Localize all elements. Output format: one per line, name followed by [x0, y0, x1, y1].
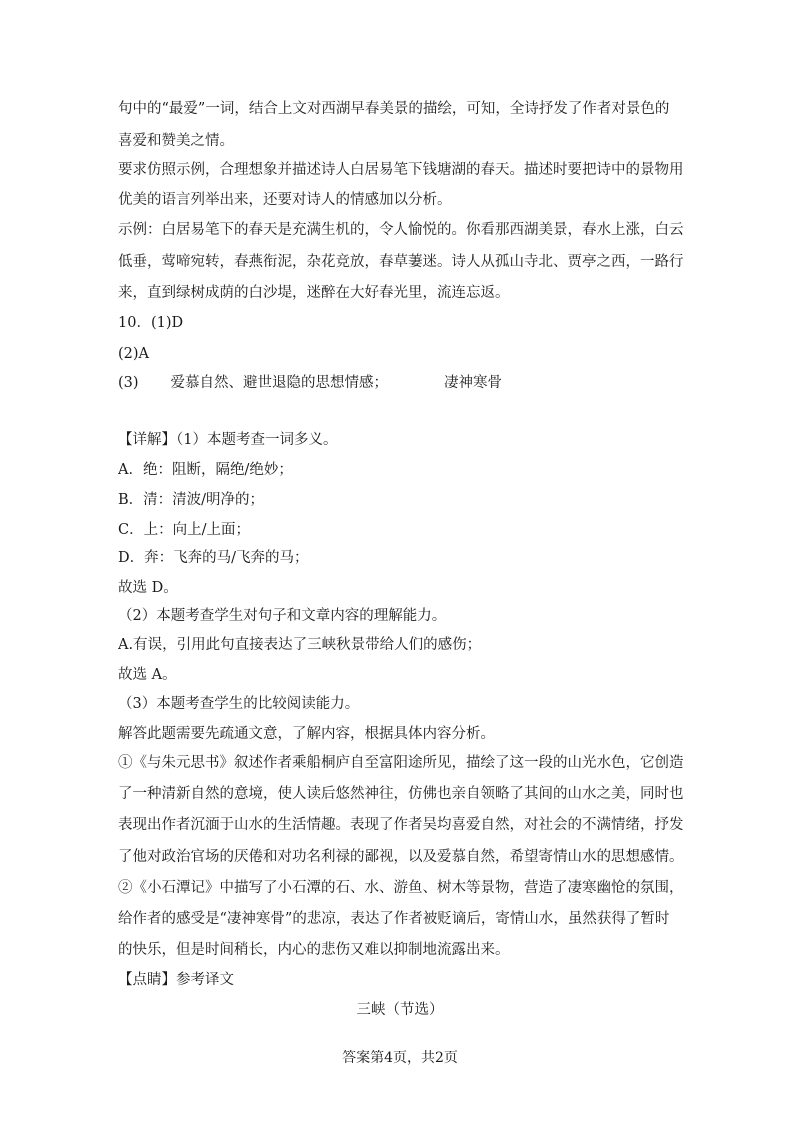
text-line: B．清：清波/明净的；: [118, 492, 265, 508]
section-subtitle: 三峡（节选）: [356, 1002, 444, 1018]
text-line: ②《小石潭记》中描写了小石潭的石、水、游鱼、树木等景物，营造了凄寒幽怆的氛围，: [118, 880, 684, 896]
text-line: C．上：向上/上面；: [118, 522, 250, 538]
text-line: D．奔：飞奔的马/飞奔的马；: [118, 550, 309, 566]
text-line: 了一种清新自然的意境，使人读后悠然神往，仿佛也亲自领略了其间的山水之美，同时也: [118, 786, 684, 802]
text-line: 故选 A。: [118, 667, 177, 683]
answer-line-3: [118, 373, 688, 393]
text-line: 解答此题需要先疏通文意，了解内容，根据具体内容分析。: [118, 726, 495, 742]
answer-part-2: 凄神寒骨: [444, 375, 503, 391]
text-line: A．绝：阻断，隔绝/绝妙；: [118, 462, 293, 478]
note-heading: 【点睛】参考译文: [118, 972, 234, 988]
text-line: 示例：白居易笔下的春天是充满生机的，令人愉悦的。你看那西湖美景，春水上涨，白云: [118, 222, 684, 238]
text-line: 故选 D。: [118, 580, 178, 596]
text-line: 句中的“最爱”一词，结合上文对西湖早春美景的描绘，可知，全诗抒发了作者对景色的: [118, 101, 670, 117]
answer-part-1: 爱慕自然、避世退隐的思想情感；: [170, 375, 389, 391]
text-line: 喜爱和赞美之情。: [118, 133, 234, 149]
text-line: 优美的语言列举出来，还要对诗人的情感加以分析。: [118, 192, 452, 208]
text-line: （2）本题考查学生对句子和文章内容的理解能力。: [118, 608, 447, 624]
text-line: 了他对政治官场的厌倦和对功名利禄的鄙视，以及爱慕自然，希望寄情山水的思想感情。: [118, 849, 684, 865]
text-line: 给作者的感受是“凄神寒骨”的悲凉，表达了作者被贬谪后，寄情山水，虽然获得了暂时: [118, 911, 670, 927]
text-line: A.有误，引用此句直接表达了三峡秋景带给人们的感伤；: [118, 637, 482, 653]
answer-line: 10．(1)D: [118, 315, 184, 331]
detail-heading: 【详解】（1）本题考查一词多义。: [118, 432, 338, 448]
text-line: 低垂，莺啼宛转，春燕衔泥，杂花竞放，春草萋迷。诗人从孤山寺北、贾亭之西，一路行: [118, 254, 684, 270]
text-line: 要求仿照示例，合理想象并描述诗人白居易笔下钱塘湖的春天。描述时要把诗中的景物用: [118, 162, 684, 178]
text-line: 表现出作者沉湎于山水的生活情趣。表现了作者吴均喜爱自然，对社会的不满情绪，抒发: [118, 817, 684, 833]
text-line: （3）本题考查学生的比较阅读能力。: [118, 696, 360, 712]
answer-number: (3): [118, 375, 139, 391]
answer-line: (2)A: [118, 346, 150, 362]
text-line: 来，直到绿树成荫的白沙堤，迷醉在大好春光里，流连忘返。: [118, 285, 510, 301]
page-footer: 答案第4页，共2页: [342, 1050, 458, 1066]
text-line: ①《与朱元思书》叙述作者乘船桐庐自至富阳途所见，描绘了这一段的山光水色，它创造: [118, 755, 684, 771]
text-line: 的快乐，但是时间稍长，内心的悲伤又难以抑制地流露出来。: [118, 942, 510, 958]
